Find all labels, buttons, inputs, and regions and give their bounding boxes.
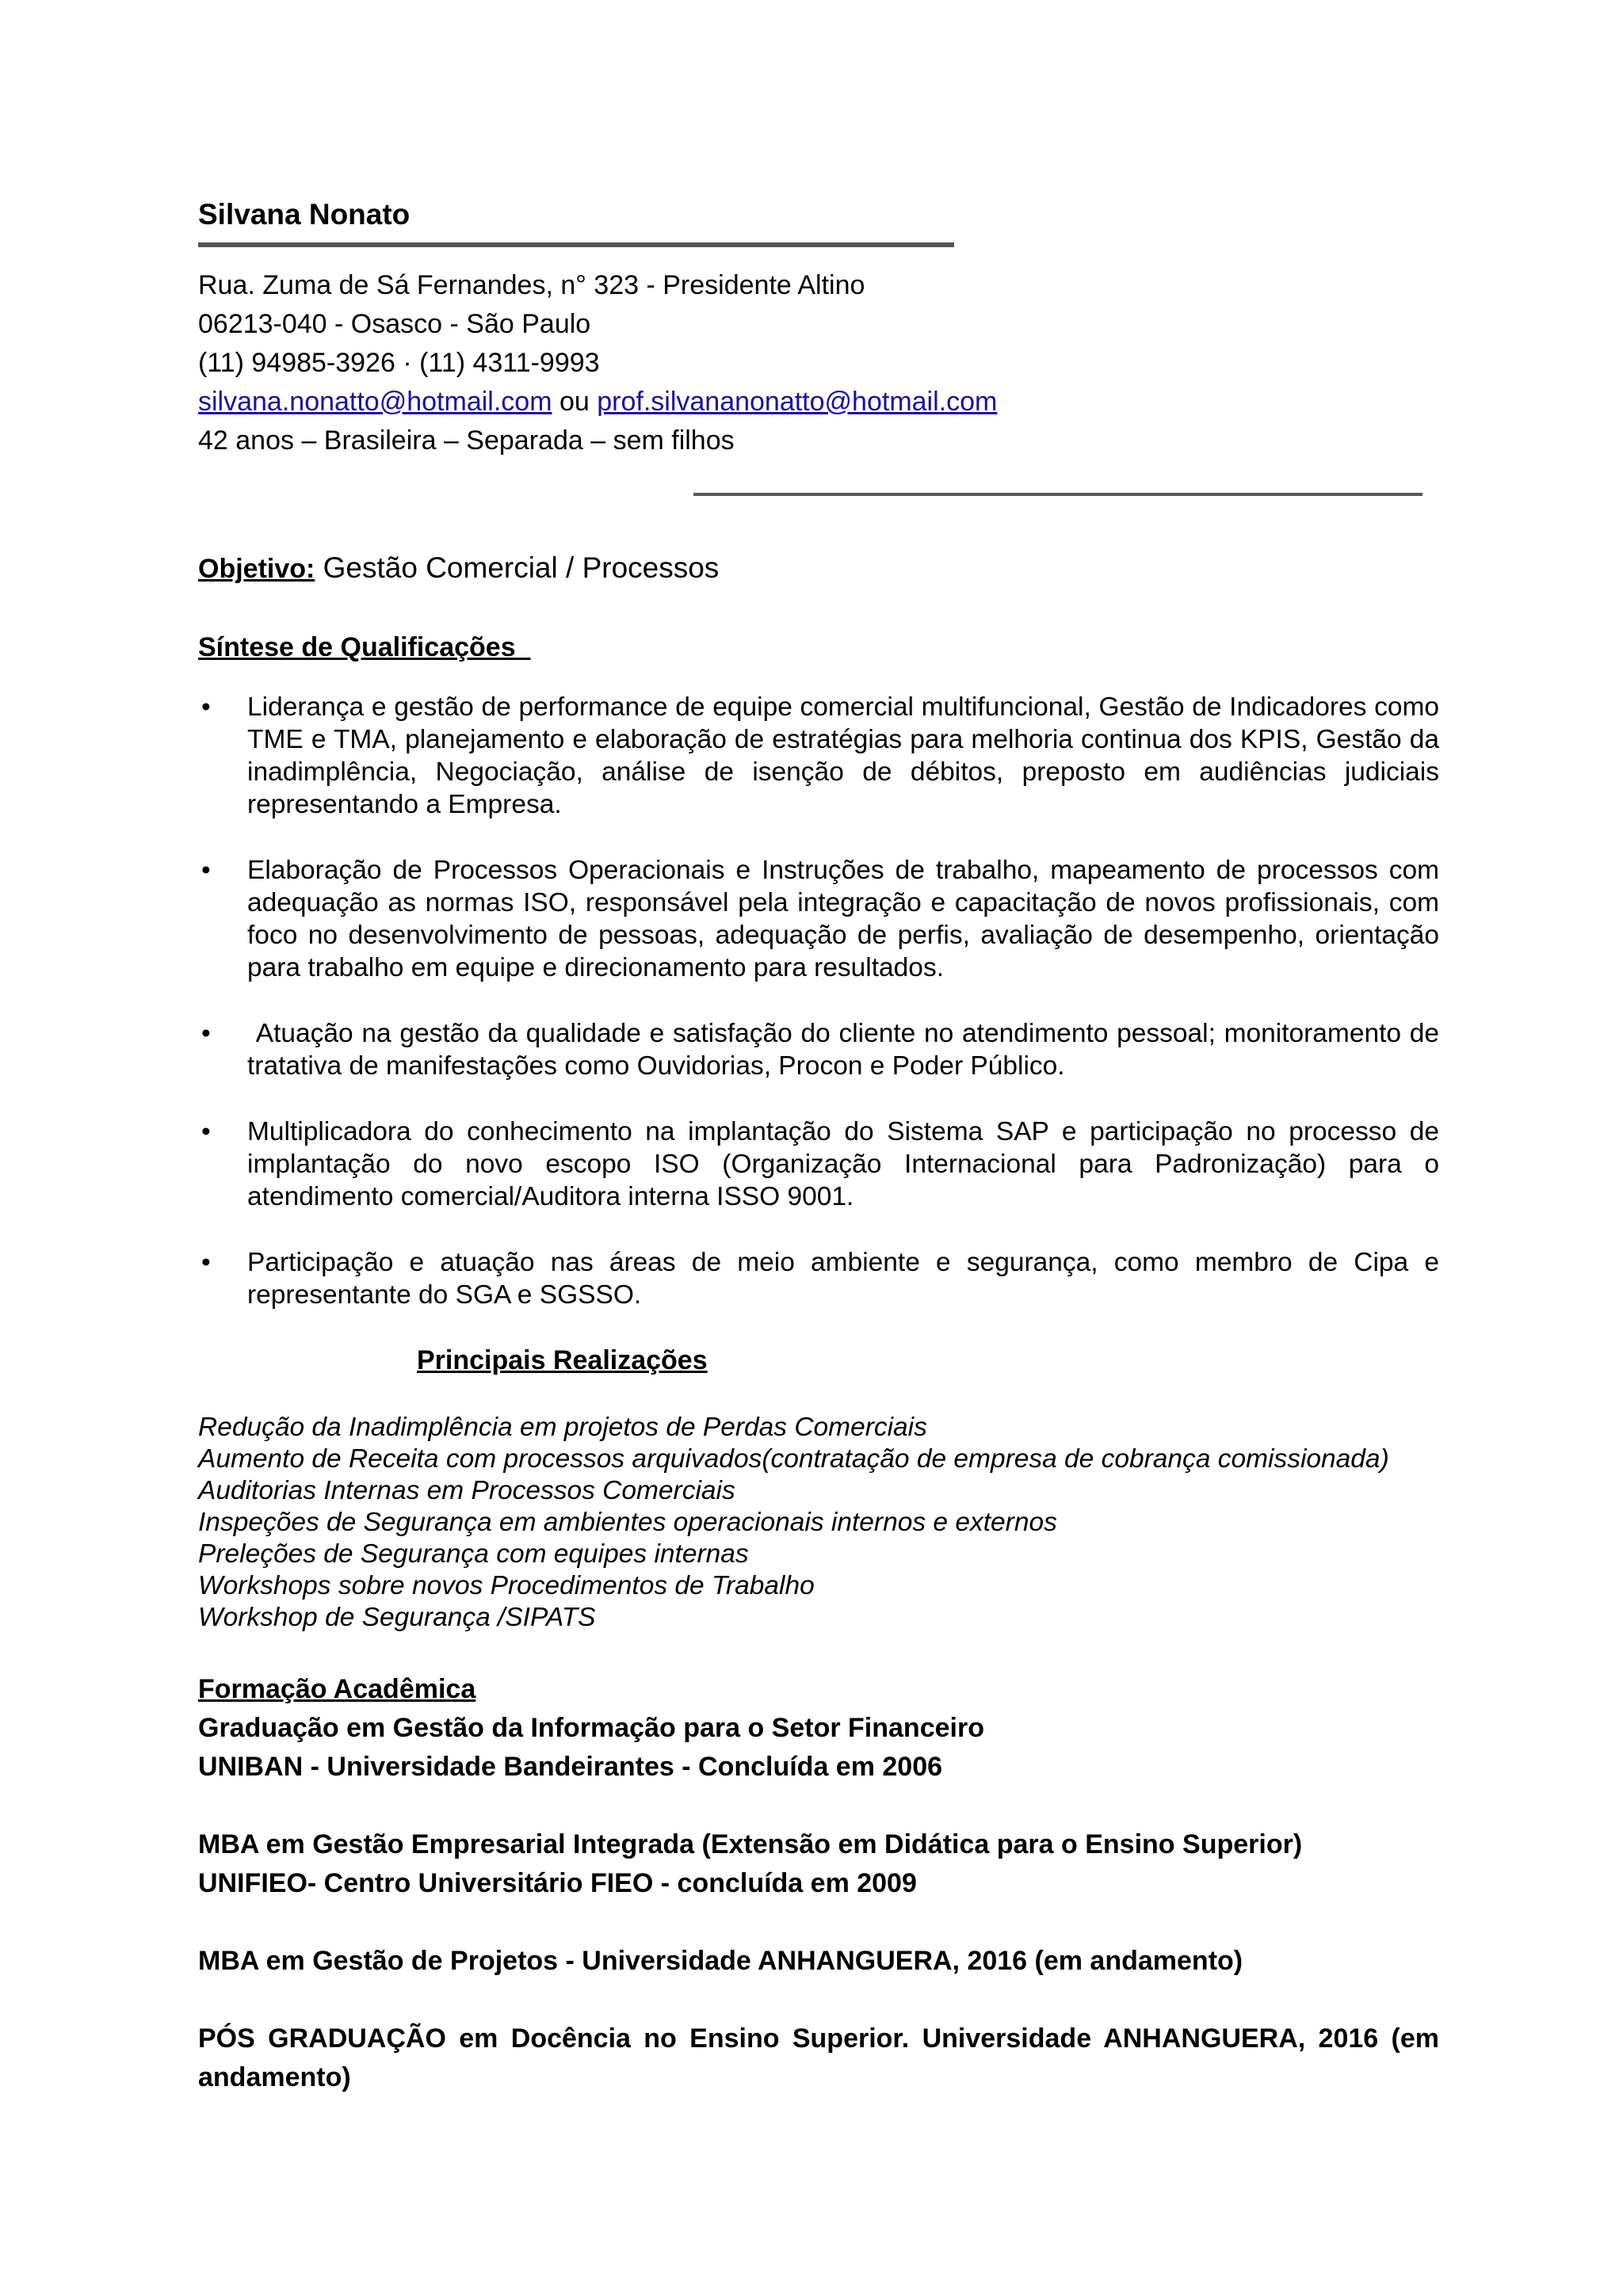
- candidate-name: Silvana Nonato: [198, 198, 411, 231]
- graduation-institution: UNIBAN - Universidade Bandeirantes - Concluída em 2006: [198, 1752, 943, 1782]
- qualifications-list: [198, 691, 1447, 1344]
- bullet-icon: •: [201, 1019, 211, 1048]
- objective: [198, 551, 719, 585]
- graduation-course: Graduação em Gestão da Informação para o Setor Financeiro: [198, 1713, 984, 1743]
- list-item: Auditorias Internas em Processos Comerciais: [198, 1476, 735, 1505]
- postgraduate: PÓS GRADUAÇÃO em Docência no Ensino Superior. Universidade ANHANGUERA, 2016 (em andamento): [198, 2023, 1439, 2092]
- city-line: 06213-040 - Osasco - São Paulo: [198, 309, 591, 339]
- header-divider: [198, 242, 954, 247]
- email-separator: ou: [552, 387, 598, 417]
- phone-line: (11) 94985-3926 · (11) 4311-9993: [198, 348, 600, 378]
- list-item: Inspeções de Segurança em ambientes operacionais internos e externos: [198, 1508, 1057, 1537]
- list-item: Workshops sobre novos Procedimentos de Trabalho: [198, 1571, 815, 1600]
- email-link-secondary[interactable]: prof.silvananonatto@hotmail.com: [597, 387, 998, 417]
- bullet-icon: •: [201, 692, 211, 722]
- email-line: [198, 383, 997, 421]
- contact-block: [198, 266, 997, 460]
- list-item: Preleções de Segurança com equipes internas: [198, 1539, 749, 1569]
- mba2: MBA em Gestão de Projetos - Universidade ANHANGUERA, 2016 (em andamento): [198, 1946, 1243, 1976]
- list-item: Workshop de Segurança /SIPATS: [198, 1603, 596, 1632]
- email-link-primary[interactable]: silvana.nonatto@hotmail.com: [198, 387, 552, 417]
- mba1-course: MBA em Gestão Empresarial Integrada (Extensão em Didática para o Ensino Superior): [198, 1829, 1303, 1859]
- achievements-list: [198, 1412, 1389, 1634]
- objective-label: Objetivo:: [198, 554, 315, 584]
- list-item: Redução da Inadimplência em projetos de Perdas Comerciais: [198, 1413, 927, 1442]
- list-item: • Atuação na gestão da qualidade e satisfação do cliente no atendimento pessoal; monitoramento de tratativa de manifestações como Ouvidorias, Procon e Poder Público.: [201, 1019, 1447, 1081]
- list-item: • Liderança e gestão de performance de equipe comercial multifuncional, Gestão de Indicadores como TME e TMA, planejamento e elaboração de estratégias para melhoria continua dos KPIS, Gestão da inadimplência, Negociação, análise de isenção de débitos, preposto em audiências judiciais representando a Empresa.: [201, 692, 1439, 819]
- personal-line: 42 anos – Brasileira – Separada – sem filhos: [198, 425, 735, 456]
- education-title: Formação Acadêmica: [198, 1674, 476, 1704]
- bullet-icon: •: [201, 1117, 211, 1146]
- contact-divider: [693, 493, 1423, 496]
- list-item: • Participação e atuação nas áreas de meio ambiente e segurança, como membro de Cipa e representante do SGA e SGSSO.: [201, 1248, 1439, 1310]
- education-section: [198, 1670, 1439, 2097]
- list-item: • Multiplicadora do conhecimento na implantação do Sistema SAP e participação no processo de implantação do novo escopo ISO (Organização Internacional para Padronização) para o atendimento comercial/Auditora interna ISSO 9001.: [201, 1117, 1439, 1211]
- list-item: Aumento de Receita com processos arquivados(contratação de empresa de cobrança comissionada): [198, 1444, 1389, 1474]
- bullet-icon: •: [201, 1248, 211, 1277]
- achievements-title: Principais Realizações: [417, 1345, 708, 1375]
- list-item: • Elaboração de Processos Operacionais e Instruções de trabalho, mapeamento de processos com adequação as normas ISO, responsável pela integração e capacitação de novos profissionais, com foco no desenvolvimento de pessoas, adequação de perfis, avaliação de desempenho, orientação para trabalho em equipe e direcionamento para resultados.: [201, 856, 1439, 982]
- address-line: Rua. Zuma de Sá Fernandes, n° 323 - Presidente Altino: [198, 270, 865, 300]
- bullet-icon: •: [201, 856, 211, 885]
- qualifications-title: Síntese de Qualificações: [198, 632, 531, 662]
- mba1-institution: UNIFIEO- Centro Universitário FIEO - concluída em 2009: [198, 1868, 917, 1898]
- objective-value: Gestão Comercial / Processos: [323, 551, 720, 584]
